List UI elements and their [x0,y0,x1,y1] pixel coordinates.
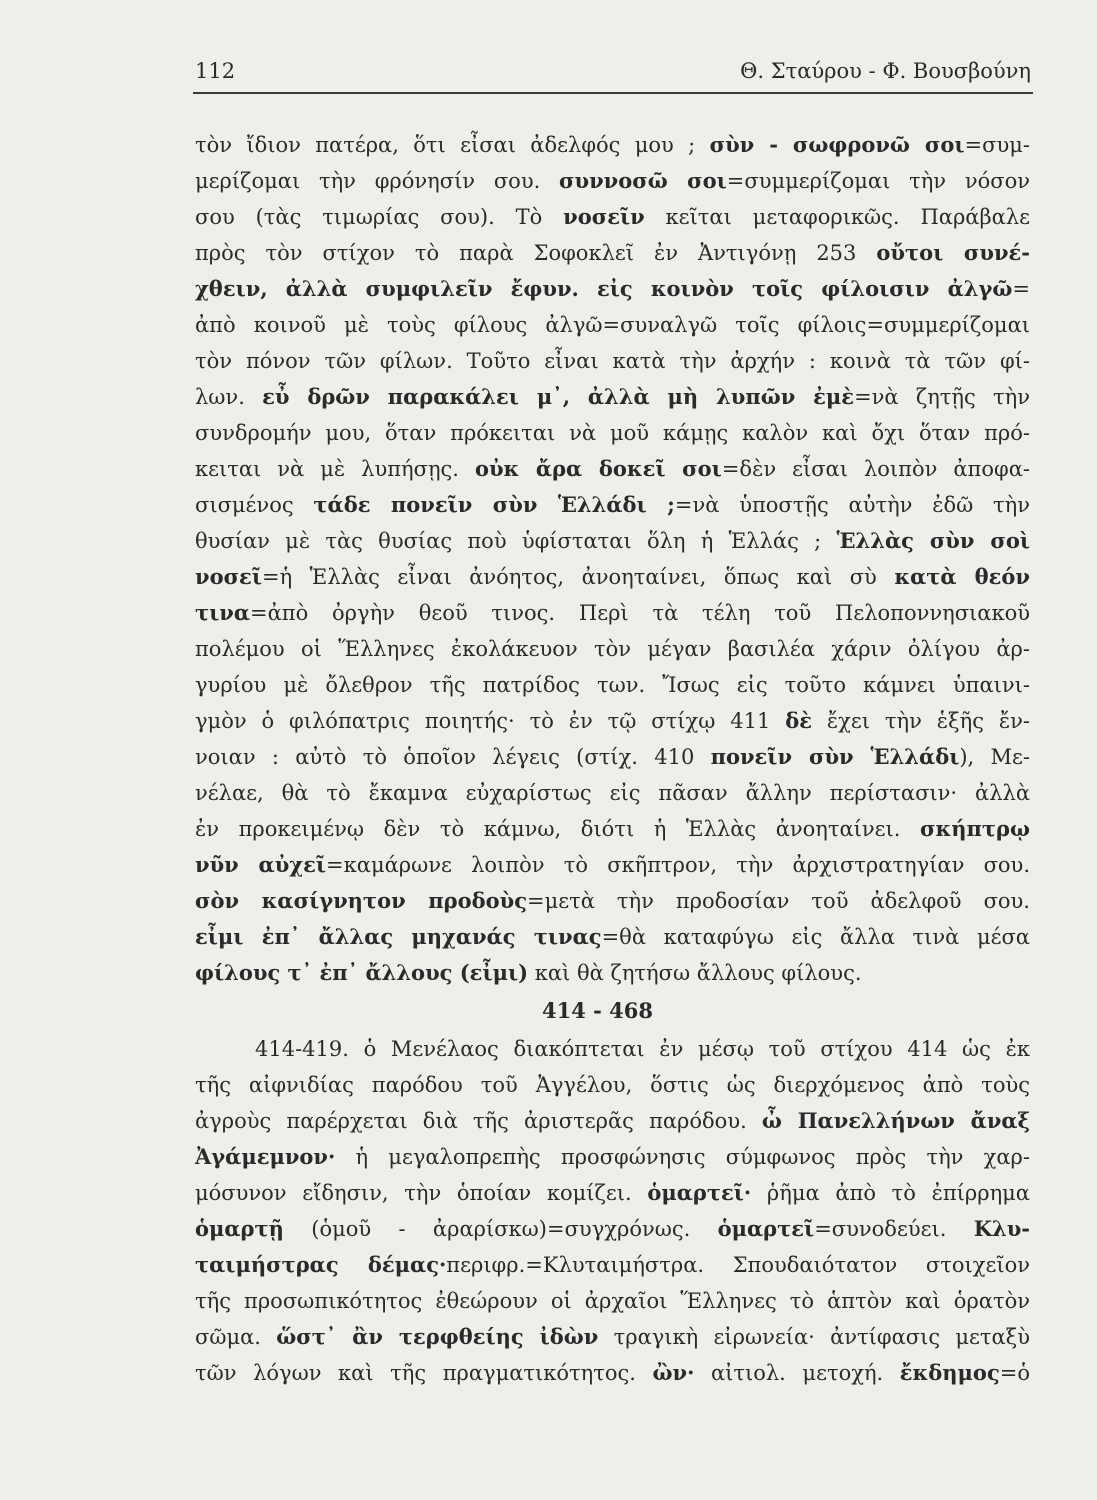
text-line [195,667,1030,703]
line-text: αἰτιολ. μετοχή. [694,1361,900,1385]
line-text: ἀπὸ κοινοῦ μὲ τοὺς φίλους ἀλγῶ=συναλγῶ τοῖς φίλοις=συμμερίζομαι [195,313,1030,337]
line-text: τῆς προσωπικότητος ἐθεώρουν οἱ ἀρχαῖοι Ἕλληνες τὸ ἁπτὸν καὶ ὁρατὸν [195,1289,1030,1313]
text-line [195,1247,1030,1283]
line-text: =ἀπὸ ὀργὴν θεοῦ τινος. Περὶ τὰ τέλη τοῦ Πελοποννησιακοῦ [250,601,1030,625]
text-line [195,1175,1030,1211]
text-line [195,595,1030,631]
line-text: γμὸν ὁ φιλόπατρις ποιητής· τὸ ἐν τῷ στίχῳ 411 [195,709,786,733]
line-text: ἀγροὺς παρέρχεται διὰ τῆς ἀριστερᾶς παρόδου. [195,1109,762,1133]
lemma: σὸν κασίγνητον προδοὺς [195,888,527,913]
lemma: Κλυ- [973,1216,1030,1241]
text-line [195,559,1030,595]
line-text: πολέμου οἱ Ἕλληνες ἐκολάκευον τὸν μέγαν βασιλέα χάριν ὀλίγου ἀρ- [195,637,1030,661]
text-line [195,955,1030,991]
line-text: συνδρομήν μου, ὅταν πρόκειται νὰ μοῦ κάμῃς καλὸν καὶ ὄχι ὅταν πρό- [195,421,1030,445]
line-text: τῆς αἰφνιδίας παρόδου τοῦ Ἀγγέλου, ὅστις ὡς διερχόμενος ἀπὸ τοὺς [195,1073,1030,1097]
line-text: ἡ μεγαλοπρεπὴς προσφώνησις σύμφωνος πρὸς τὴν χαρ- [335,1145,1030,1169]
line-text: καὶ θὰ ζητήσω ἄλλους φίλους. [528,961,862,985]
lemma: νῦν αὐχεῖ [195,852,327,877]
text-line [195,271,1030,307]
line-text: ἔχει τὴν ἑξῆς ἔν- [812,709,1030,733]
text-line [195,487,1030,523]
line-text: μόσυνον εἴδησιν, τὴν ὁποίαν κομίζει. [195,1181,648,1205]
text-line [195,631,1030,667]
line-text: =συμ- [964,133,1030,157]
line-text: =δὲν εἶσαι λοιπὸν ἀποφα- [721,457,1030,481]
text-line [195,1103,1030,1139]
text-line [195,127,1030,163]
line-text: =συνοδεύει. [814,1217,974,1241]
text-line [195,379,1030,415]
line-text: μερίζομαι τὴν φρόνησίν σου. [195,169,560,193]
text-line [195,1355,1030,1391]
line-text: νοιαν : αὐτὸ τὸ ὁποῖον λέγεις (στίχ. 410 [195,745,711,769]
line-text: πρὸς τὸν στίχον τὸ παρὰ Σοφοκλεῖ ἐν Ἀντιγόνῃ 253 [195,241,877,265]
line-text: σῶμα. [195,1325,277,1349]
text-line [195,739,1030,775]
lemma: ὢν· [652,1360,695,1385]
line-text: κειται νὰ μὲ λυπήσῃς. [195,457,475,481]
line-text: κεῖται μεταφορικῶς. Παράβαλε [644,205,1030,229]
header-rule [193,92,1033,94]
line-text: περιφρ.=Κλυταιμήστρα. Σπουδαιότατον στοιχεῖον [446,1253,1030,1277]
line-text: τῶν λόγων καὶ τῆς πραγματικότητος. [195,1361,653,1385]
line-text: λων. [195,385,263,409]
lemma: κατὰ θεόν [894,564,1031,589]
text-line [195,235,1030,271]
lemma: νοσεῖ [195,564,262,589]
text-line [195,919,1030,955]
lemma: εὖ δρῶν παρακάλει μ᾿, ἀλλὰ μὴ λυπῶν ἐμὲ [262,384,855,409]
lemma: ἔκδημος [899,1360,1000,1385]
text-line [195,307,1030,343]
lemma: οὐκ ἄρα δοκεῖ σοι [474,456,722,481]
running-title: Θ. Σταύρου - Φ. Βουσβούνη [740,59,1031,83]
lemma: ὁμαρτεῖ [717,1216,815,1241]
text-line [195,1067,1030,1103]
text-line [195,1283,1030,1319]
line-text: τὸν ἴδιον πατέρα, ὅτι εἶσαι ἀδελφός μου ; [195,133,710,157]
lemma: τάδε πονεῖν σὺν Ἑλλάδι ; [313,492,675,517]
lemma: ὁμαρτεῖ· [647,1180,752,1205]
lemma: ταιμήστρας δέμας· [195,1252,447,1277]
line-text: =μετὰ τὴν προδοσίαν τοῦ ἀδελφοῦ σου. [526,889,1030,913]
text-line [195,451,1030,487]
text-line [195,415,1030,451]
commentary-body [195,127,1030,1391]
lemma: σὺν - σωφρονῶ σοι [709,132,965,157]
lemma: σκήπτρῳ [920,816,1030,841]
line-text: 414-419. ὁ Μενέλαος διακόπτεται ἐν μέσῳ τοῦ στίχου 414 ὡς ἐκ [255,1037,1030,1061]
text-line [195,163,1030,199]
page-header [195,56,1031,86]
lemma: πονεῖν σὺν Ἑλλάδι [710,744,960,769]
lemma: συννοσῶ σοι [559,168,727,193]
text-line [195,1031,1030,1067]
line-text: ῥῆμα ἀπὸ τὸ ἐπίρρημα [751,1181,1030,1205]
line-text: =νὰ ὑποστῇς αὐτὴν ἐδῶ τὴν [674,493,1031,517]
lemma: οὔτοι συνέ- [876,240,1030,265]
line-text: τὸν πόνον τῶν φίλων. Τοῦτο εἶναι κατὰ τὴν ἀρχήν : κοινὰ τὰ τῶν φί- [195,349,1030,373]
text-line [195,523,1030,559]
lemma: ὦ Πανελλήνων ἄναξ [761,1108,1030,1133]
text-line [195,811,1030,847]
line-text: σου (τὰς τιμωρίας σου). Τὸ [195,205,564,229]
lemma: τινα [195,600,251,625]
lemma: Ἑλλὰς σὺν σοὶ [836,528,1030,553]
lemma: ὁμαρτῇ [195,1216,284,1241]
text-line [195,1139,1030,1175]
line-text: =θὰ καταφύγω εἰς ἄλλα τινὰ μέσα [601,925,1030,949]
lemma: Ἀγάμεμνον· [195,1144,336,1169]
line-text: νέλαε, θὰ τὸ ἔκαμνα εὐχαρίστως εἰς πᾶσαν ἄλλην περίστασιν· ἀλλὰ [195,781,1030,805]
text-line [195,199,1030,235]
line-text: (ὁμοῦ - ἀραρίσκω)=συγχρόνως. [283,1217,718,1241]
text-line [195,1319,1030,1355]
text-line [195,1211,1030,1247]
line-text: =ἡ Ἑλλὰς εἶναι ἀνόητος, ἀνοηταίνει, ὅπως καὶ σὺ [262,565,895,589]
line-text: =ὁ [999,1361,1030,1385]
text-line [195,343,1030,379]
commentary-paragraph [195,127,1030,991]
line-text: ), Με- [959,745,1030,769]
line-text: =συμμερίζομαι τὴν νόσον [726,169,1030,193]
lemma: φίλους τ᾿ ἐπ᾿ ἄλλους (εἶμι) [195,960,529,985]
text-line [195,775,1030,811]
lemma: εἶμι ἐπ᾿ ἄλλας μηχανάς τινας [195,924,602,949]
lemma: ὥστ᾿ ἂν τερφθείης ἰδὼν [276,1324,599,1349]
text-line [195,703,1030,739]
text-line [195,883,1030,919]
line-text: ἐν προκειμένῳ δὲν τὸ κάμνω, διότι ἡ Ἑλλὰς ἀνοηταίνει. [195,817,921,841]
section-heading: 414 - 468 [541,998,653,1023]
line-text: γυρίου μὲ ὄλεθρον τῆς πατρίδος των. Ἴσως εἰς τοῦτο κάμνει ὑπαινι- [195,673,1030,697]
line-text: θυσίαν μὲ τὰς θυσίας ποὺ ὑφίσταται ὅλη ἡ Ἑλλάς ; [195,529,837,553]
lemma: νοσεῖν [563,204,645,229]
line-text: σισμένος [195,493,314,517]
text-line [195,847,1030,883]
line-text: =καμάρωνε λοιπὸν τὸ σκῆπτρον, τὴν ἀρχιστρατηγίαν σου. [326,853,1031,877]
line-text: =νὰ ζητῇς τὴν [854,385,1030,409]
page-number: 112 [195,59,236,83]
lemma: δὲ [785,708,813,733]
line-text: τραγικὴ εἰρωνεία· ἀντίφασις μεταξὺ [598,1325,1031,1349]
line-text: = [1012,277,1030,301]
commentary-paragraph [195,1031,1030,1391]
lemma: χθειν, ἀλλὰ συμφιλεῖν ἔφυν. εἰς κοινὸν τοῖς φίλοισιν ἀλγῶ [195,276,1013,301]
